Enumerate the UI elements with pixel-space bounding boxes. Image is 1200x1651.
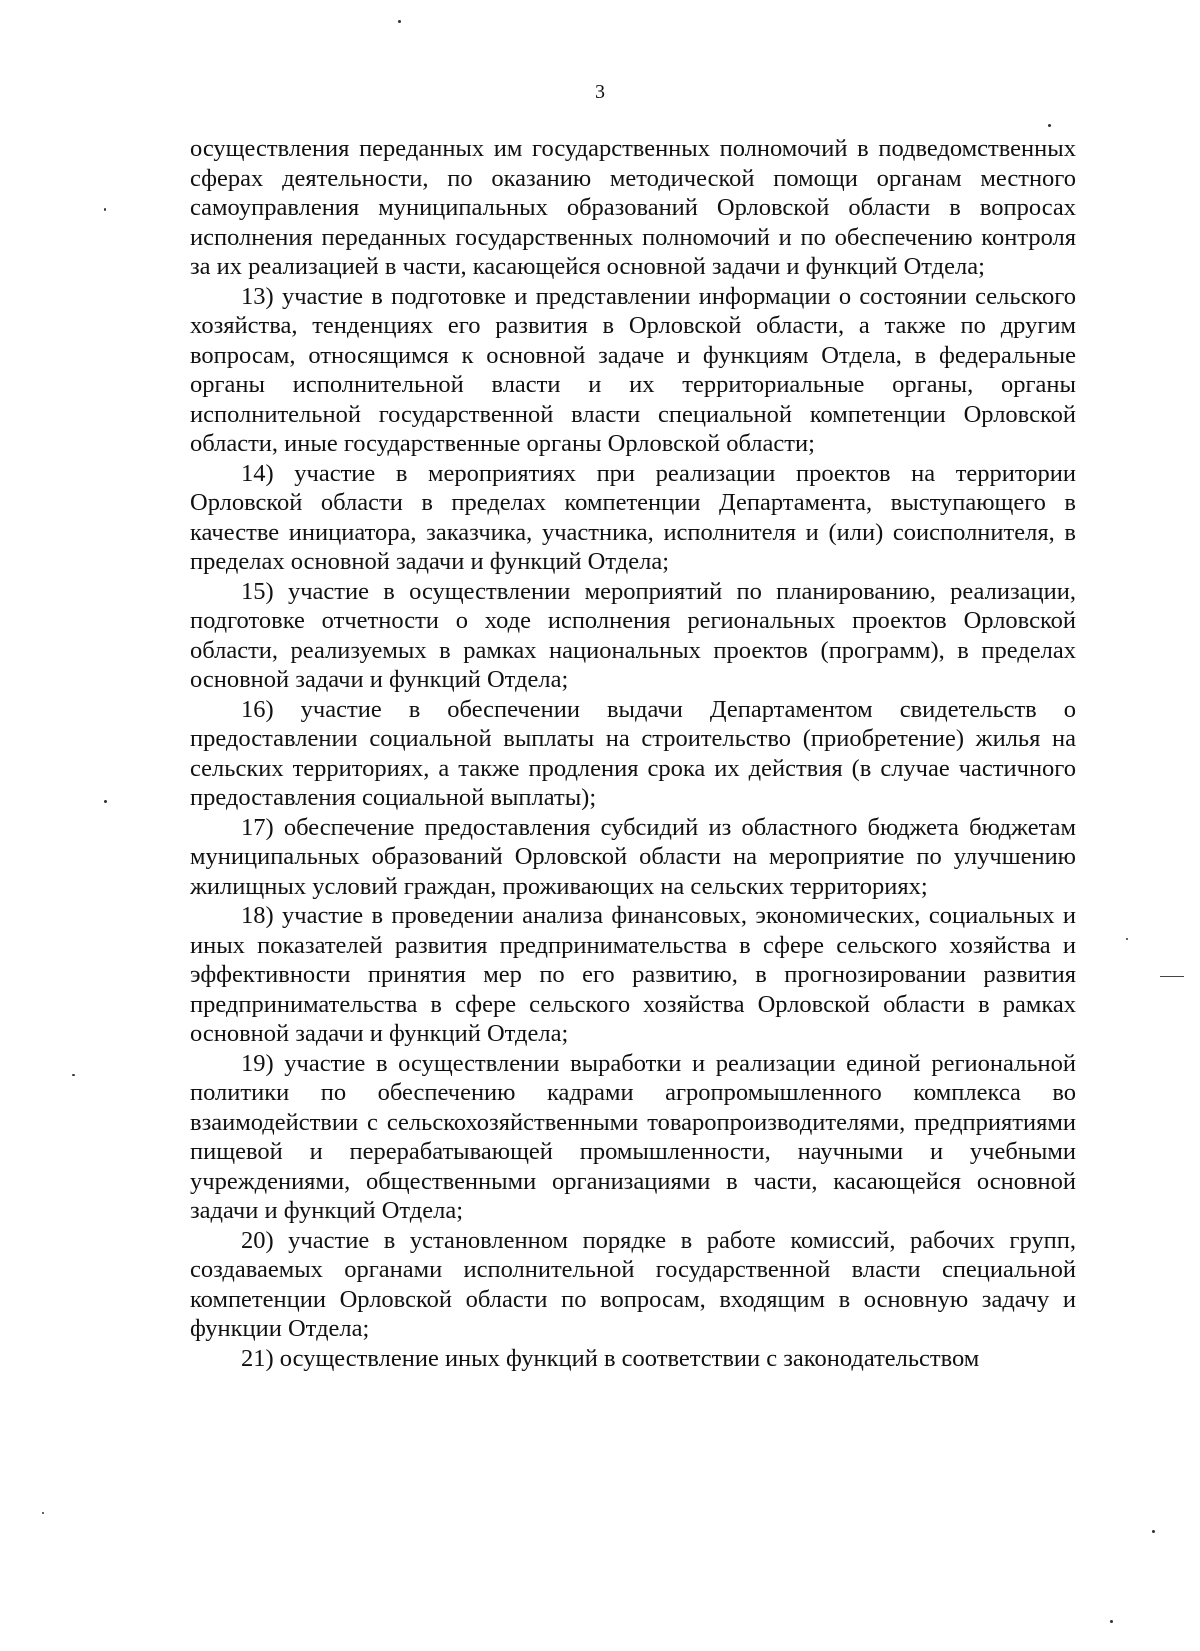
scan-speck: [104, 208, 106, 211]
paragraph-item-16: 16) участие в обеспечении выдачи Департаментом свидетельств о предоставлении социальной выплаты на строительство (приобретение) жилья на сельских территориях, а также продления срока их действия (в случае частичного предоставления социальной выплаты);: [190, 695, 1076, 811]
scan-speck: [42, 1512, 44, 1514]
scan-speck: [1048, 124, 1051, 127]
document-body: [190, 134, 1076, 1373]
scan-mark: [1160, 976, 1184, 977]
paragraph-item-17: 17) обеспечение предоставления субсидий из областного бюджета бюджетам муниципальных образований Орловской области на мероприятие по улучшению жилищных условий граждан, проживающих на сельских территориях;: [190, 813, 1076, 900]
paragraph-item-20: 20) участие в установленном порядке в работе комиссий, рабочих групп, создаваемых органами исполнительной государственной власти специальной компетенции Орловской области по вопросам, входящим в основную задачу и функции Отдела;: [190, 1226, 1076, 1342]
paragraph-item-18: 18) участие в проведении анализа финансовых, экономических, социальных и иных показателей развития предпринимательства в сфере сельского хозяйства и эффективности принятия мер по его развитию, в прогнозировании развития предпринимательства в сфере сельского хозяйства Орловской области в рамках основной задачи и функций Отдела;: [190, 902, 1076, 1047]
paragraph-item-15: 15) участие в осуществлении мероприятий по планированию, реализации, подготовке отчетности о ходе исполнения региональных проектов Орловской области, реализуемых в рамках национальных проектов (программ), в пределах основной задачи и функций Отдела;: [190, 577, 1076, 693]
scan-speck: [1152, 1530, 1155, 1533]
scan-speck: [104, 800, 107, 803]
paragraph-continuation: осуществления переданных им государственных полномочий в подведомственных сферах деятельности, по оказанию методической помощи органам местного самоуправления муниципальных образований Орловской области в вопросах исполнения переданных государственных полномочий и по обеспечению контроля за их реализацией в части, касающейся основной задачи и функций Отдела;: [190, 135, 1076, 280]
paragraph-item-19: 19) участие в осуществлении выработки и реализации единой региональной политики по обеспечению кадрами агропромышленного комплекса во взаимодействии с сельскохозяйственными товаропроизводителями, предприятиями пищевой и перерабатывающей промышленности, научными и учебными учреждениями, общественными организациями в части, касающейся основной задачи и функций Отдела;: [190, 1049, 1076, 1224]
paragraph-item-14: 14) участие в мероприятиях при реализации проектов на территории Орловской области в пределах компетенции Департамента, выступающего в качестве инициатора, заказчика, участника, исполнителя и (или) соисполнителя, в пределах основной задачи и функций Отдела;: [190, 459, 1076, 575]
page-number: 3: [595, 81, 605, 103]
paragraph-item-13: 13) участие в подготовке и представлении информации о состоянии сельского хозяйства, тенденциях его развития в Орловской области, а также по другим вопросам, относящимся к основной задаче и функциям Отдела, в федеральные органы исполнительной власти и их территориальные органы, органы исполнительной государственной власти специальной компетенции Орловской области, иные государственные органы Орловской области;: [190, 282, 1076, 457]
paragraph-item-21: 21) осуществление иных функций в соответствии с законодательством: [241, 1344, 980, 1372]
scan-speck: [72, 1074, 75, 1076]
scan-speck: [1110, 1620, 1113, 1623]
scan-speck: [398, 20, 401, 23]
scan-speck: [1126, 938, 1128, 940]
